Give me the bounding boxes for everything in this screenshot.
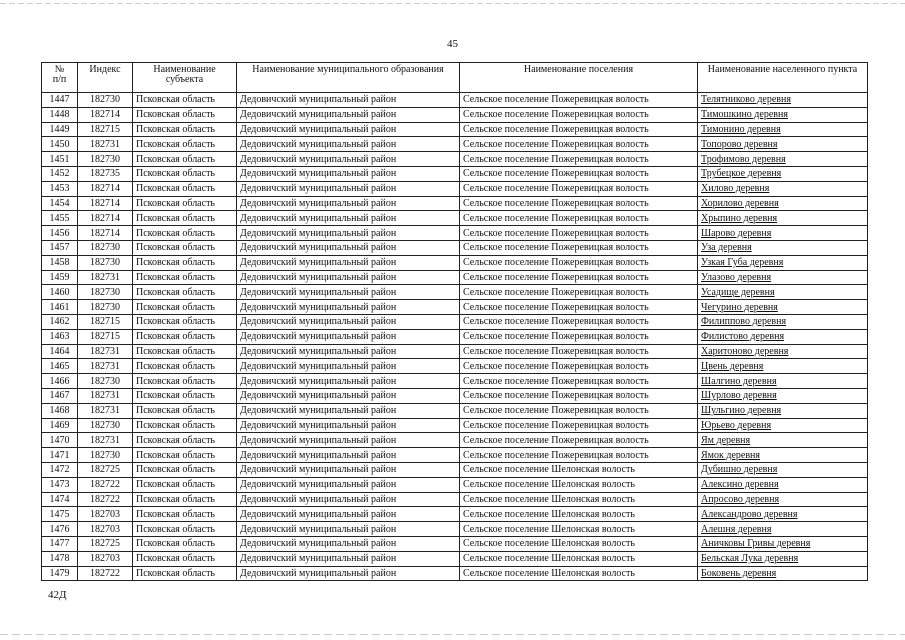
cell-index: 182703 (78, 551, 133, 566)
cell-num: 1468 (42, 403, 78, 418)
table-row (42, 359, 868, 374)
cell-index: 182703 (78, 522, 133, 537)
cell-municipality: Дедовичский муниципальный район (237, 93, 460, 108)
cell-num: 1464 (42, 344, 78, 359)
cell-subject: Псковская область (133, 137, 237, 152)
cell-index: 182725 (78, 462, 133, 477)
cell-locality: Хорилово деревня (698, 196, 868, 211)
table-row (42, 152, 868, 167)
cell-subject: Псковская область (133, 255, 237, 270)
table-row (42, 344, 868, 359)
cell-municipality: Дедовичский муниципальный район (237, 462, 460, 477)
cell-locality: Филистово деревня (698, 329, 868, 344)
cell-index: 182714 (78, 226, 133, 241)
cell-subject: Псковская область (133, 240, 237, 255)
cell-subject: Псковская область (133, 388, 237, 403)
cell-locality: Ямок деревня (698, 448, 868, 463)
cell-subject: Псковская область (133, 507, 237, 522)
cell-locality: Шульгино деревня (698, 403, 868, 418)
cell-locality: Филиппово деревня (698, 314, 868, 329)
table-row (42, 255, 868, 270)
cell-index: 182731 (78, 403, 133, 418)
cell-locality: Аничковы Гривы деревня (698, 536, 868, 551)
cell-locality: Топорово деревня (698, 137, 868, 152)
cell-municipality: Дедовичский муниципальный район (237, 255, 460, 270)
cell-municipality: Дедовичский муниципальный район (237, 374, 460, 389)
cell-municipality: Дедовичский муниципальный район (237, 152, 460, 167)
cell-municipality: Дедовичский муниципальный район (237, 344, 460, 359)
cell-subject: Псковская область (133, 107, 237, 122)
cell-locality: Хрыпино деревня (698, 211, 868, 226)
cell-locality: Телятниково деревня (698, 93, 868, 108)
cell-settlement: Сельское поселение Шелонская волость (460, 522, 698, 537)
cell-subject: Псковская область (133, 477, 237, 492)
table-row (42, 122, 868, 137)
cell-index: 182731 (78, 137, 133, 152)
cell-num: 1457 (42, 240, 78, 255)
cell-num: 1452 (42, 166, 78, 181)
cell-settlement: Сельское поселение Шелонская волость (460, 536, 698, 551)
table-row (42, 566, 868, 581)
cell-settlement: Сельское поселение Пожеревицкая волость (460, 448, 698, 463)
cell-index: 182714 (78, 107, 133, 122)
cell-settlement: Сельское поселение Пожеревицкая волость (460, 211, 698, 226)
cell-index: 182735 (78, 166, 133, 181)
cell-num: 1455 (42, 211, 78, 226)
cell-settlement: Сельское поселение Пожеревицкая волость (460, 226, 698, 241)
cell-subject: Псковская область (133, 329, 237, 344)
cell-num: 1462 (42, 314, 78, 329)
cell-locality: Боковень деревня (698, 566, 868, 581)
cell-index: 182730 (78, 285, 133, 300)
cell-settlement: Сельское поселение Пожеревицкая волость (460, 403, 698, 418)
cell-num: 1467 (42, 388, 78, 403)
cell-settlement: Сельское поселение Пожеревицкая волость (460, 270, 698, 285)
cell-subject: Псковская область (133, 344, 237, 359)
table-row (42, 107, 868, 122)
header-settlement: Наименование поселения (460, 63, 698, 93)
cell-subject: Псковская область (133, 93, 237, 108)
cell-index: 182730 (78, 240, 133, 255)
cell-municipality: Дедовичский муниципальный район (237, 418, 460, 433)
cell-num: 1476 (42, 522, 78, 537)
cell-num: 1471 (42, 448, 78, 463)
cell-locality: Александрово деревня (698, 507, 868, 522)
cell-num: 1458 (42, 255, 78, 270)
cell-num: 1454 (42, 196, 78, 211)
cell-num: 1450 (42, 137, 78, 152)
table-row (42, 374, 868, 389)
cell-locality: Хилово деревня (698, 181, 868, 196)
cell-subject: Псковская область (133, 300, 237, 315)
table-row (42, 477, 868, 492)
cell-subject: Псковская область (133, 359, 237, 374)
cell-num: 1459 (42, 270, 78, 285)
cell-municipality: Дедовичский муниципальный район (237, 240, 460, 255)
cell-num: 1463 (42, 329, 78, 344)
cell-subject: Псковская область (133, 536, 237, 551)
cell-index: 182730 (78, 255, 133, 270)
cell-municipality: Дедовичский муниципальный район (237, 226, 460, 241)
cell-settlement: Сельское поселение Пожеревицкая волость (460, 433, 698, 448)
cell-municipality: Дедовичский муниципальный район (237, 448, 460, 463)
cell-num: 1479 (42, 566, 78, 581)
table-row (42, 418, 868, 433)
cell-municipality: Дедовичский муниципальный район (237, 551, 460, 566)
cell-index: 182722 (78, 566, 133, 581)
header-subject (133, 63, 237, 93)
cell-locality: Шалгино деревня (698, 374, 868, 389)
cell-index: 182730 (78, 93, 133, 108)
cell-municipality: Дедовичский муниципальный район (237, 433, 460, 448)
cell-locality: Тимонино деревня (698, 122, 868, 137)
cell-index: 182731 (78, 344, 133, 359)
cell-locality: Юрьево деревня (698, 418, 868, 433)
cell-settlement: Сельское поселение Шелонская волость (460, 507, 698, 522)
table-row (42, 388, 868, 403)
header-subject-line2: субъекта (165, 74, 204, 85)
cell-settlement: Сельское поселение Пожеревицкая волость (460, 300, 698, 315)
cell-municipality: Дедовичский муниципальный район (237, 477, 460, 492)
cell-subject: Псковская область (133, 433, 237, 448)
cell-settlement: Сельское поселение Пожеревицкая волость (460, 166, 698, 181)
cell-subject: Псковская область (133, 166, 237, 181)
cell-index: 182730 (78, 374, 133, 389)
cell-municipality: Дедовичский муниципальный район (237, 314, 460, 329)
cell-subject: Псковская область (133, 152, 237, 167)
cell-num: 1475 (42, 507, 78, 522)
cell-locality: Шурлово деревня (698, 388, 868, 403)
cell-settlement: Сельское поселение Пожеревицкая волость (460, 93, 698, 108)
table-row (42, 166, 868, 181)
cell-settlement: Сельское поселение Пожеревицкая волость (460, 344, 698, 359)
settlements-table (41, 62, 868, 581)
cell-settlement: Сельское поселение Пожеревицкая волость (460, 285, 698, 300)
cell-index: 182715 (78, 329, 133, 344)
cell-settlement: Сельское поселение Шелонская волость (460, 566, 698, 581)
cell-subject: Псковская область (133, 196, 237, 211)
cell-locality: Дубишно деревня (698, 462, 868, 477)
header-num (42, 63, 78, 93)
cell-num: 1448 (42, 107, 78, 122)
cell-index: 182722 (78, 492, 133, 507)
cell-locality: Харитоново деревня (698, 344, 868, 359)
cell-index: 182715 (78, 122, 133, 137)
table-row (42, 181, 868, 196)
cell-municipality: Дедовичский муниципальный район (237, 285, 460, 300)
cell-settlement: Сельское поселение Шелонская волость (460, 462, 698, 477)
header-municipality: Наименование муниципального образования (237, 63, 460, 93)
table-row (42, 285, 868, 300)
cell-num: 1474 (42, 492, 78, 507)
header-subject-line1: Наименование (153, 64, 216, 75)
cell-municipality: Дедовичский муниципальный район (237, 211, 460, 226)
cell-subject: Псковская область (133, 122, 237, 137)
cell-municipality: Дедовичский муниципальный район (237, 403, 460, 418)
cell-num: 1466 (42, 374, 78, 389)
cell-subject: Псковская область (133, 522, 237, 537)
cell-municipality: Дедовичский муниципальный район (237, 181, 460, 196)
cell-municipality: Дедовичский муниципальный район (237, 270, 460, 285)
cell-index: 182731 (78, 433, 133, 448)
cell-municipality: Дедовичский муниципальный район (237, 566, 460, 581)
table-row (42, 314, 868, 329)
cell-subject: Псковская область (133, 492, 237, 507)
cell-num: 1470 (42, 433, 78, 448)
cell-municipality: Дедовичский муниципальный район (237, 507, 460, 522)
table-row (42, 536, 868, 551)
cell-subject: Псковская область (133, 566, 237, 581)
cell-subject: Псковская область (133, 374, 237, 389)
table-row (42, 403, 868, 418)
cell-settlement: Сельское поселение Пожеревицкая волость (460, 418, 698, 433)
table-row (42, 462, 868, 477)
cell-settlement: Сельское поселение Пожеревицкая волость (460, 329, 698, 344)
cell-settlement: Сельское поселение Пожеревицкая волость (460, 122, 698, 137)
table-row (42, 196, 868, 211)
cell-settlement: Сельское поселение Пожеревицкая волость (460, 196, 698, 211)
cell-settlement: Сельское поселение Пожеревицкая волость (460, 137, 698, 152)
cell-settlement: Сельское поселение Пожеревицкая волость (460, 107, 698, 122)
scan-bottom-edge (0, 634, 905, 635)
cell-subject: Псковская область (133, 403, 237, 418)
table-row (42, 433, 868, 448)
cell-num: 1469 (42, 418, 78, 433)
cell-num: 1461 (42, 300, 78, 315)
cell-index: 182730 (78, 448, 133, 463)
cell-municipality: Дедовичский муниципальный район (237, 388, 460, 403)
table-row (42, 551, 868, 566)
cell-subject: Псковская область (133, 418, 237, 433)
cell-index: 182730 (78, 300, 133, 315)
table-row (42, 270, 868, 285)
cell-settlement: Сельское поселение Пожеревицкая волость (460, 152, 698, 167)
table-row (42, 226, 868, 241)
cell-municipality: Дедовичский муниципальный район (237, 492, 460, 507)
cell-index: 182730 (78, 152, 133, 167)
cell-municipality: Дедовичский муниципальный район (237, 137, 460, 152)
table-row (42, 507, 868, 522)
cell-locality: Бельская Лука деревня (698, 551, 868, 566)
cell-num: 1472 (42, 462, 78, 477)
table-row (42, 137, 868, 152)
cell-settlement: Сельское поселение Шелонская волость (460, 551, 698, 566)
cell-num: 1473 (42, 477, 78, 492)
cell-index: 182731 (78, 270, 133, 285)
cell-index: 182731 (78, 359, 133, 374)
header-num-line1: № (54, 64, 65, 75)
cell-locality: Узкая Губа деревня (698, 255, 868, 270)
cell-num: 1477 (42, 536, 78, 551)
scan-top-edge (0, 3, 905, 4)
cell-settlement: Сельское поселение Пожеревицкая волость (460, 181, 698, 196)
cell-municipality: Дедовичский муниципальный район (237, 107, 460, 122)
cell-index: 182703 (78, 507, 133, 522)
header-locality: Наименование населенного пункта (698, 63, 868, 93)
cell-subject: Псковская область (133, 181, 237, 196)
cell-locality: Уза деревня (698, 240, 868, 255)
cell-locality: Ям деревня (698, 433, 868, 448)
table-row (42, 448, 868, 463)
cell-index: 182714 (78, 196, 133, 211)
table-row (42, 240, 868, 255)
cell-num: 1451 (42, 152, 78, 167)
cell-num: 1465 (42, 359, 78, 374)
table-header (42, 63, 868, 93)
cell-settlement: Сельское поселение Шелонская волость (460, 477, 698, 492)
cell-num: 1449 (42, 122, 78, 137)
cell-locality: Шарово деревня (698, 226, 868, 241)
cell-settlement: Сельское поселение Пожеревицкая волость (460, 240, 698, 255)
header-index: Индекс (78, 63, 133, 93)
cell-municipality: Дедовичский муниципальный район (237, 536, 460, 551)
cell-index: 182731 (78, 388, 133, 403)
cell-num: 1456 (42, 226, 78, 241)
cell-locality: Алешня деревня (698, 522, 868, 537)
footer-code: 42Д (48, 589, 67, 601)
cell-locality: Трубецкое деревня (698, 166, 868, 181)
cell-locality: Цвень деревня (698, 359, 868, 374)
cell-num: 1460 (42, 285, 78, 300)
cell-index: 182730 (78, 418, 133, 433)
cell-subject: Псковская область (133, 448, 237, 463)
cell-municipality: Дедовичский муниципальный район (237, 300, 460, 315)
cell-settlement: Сельское поселение Пожеревицкая волость (460, 314, 698, 329)
cell-locality: Чегурино деревня (698, 300, 868, 315)
table-row (42, 522, 868, 537)
cell-settlement: Сельское поселение Пожеревицкая волость (460, 374, 698, 389)
cell-subject: Псковская область (133, 314, 237, 329)
cell-num: 1478 (42, 551, 78, 566)
cell-settlement: Сельское поселение Пожеревицкая волость (460, 359, 698, 374)
cell-subject: Псковская область (133, 211, 237, 226)
table-row (42, 93, 868, 108)
cell-locality: Трофимово деревня (698, 152, 868, 167)
page-number: 45 (447, 38, 458, 50)
cell-subject: Псковская область (133, 551, 237, 566)
cell-index: 182722 (78, 477, 133, 492)
cell-locality: Улазово деревня (698, 270, 868, 285)
cell-index: 182714 (78, 211, 133, 226)
cell-num: 1447 (42, 93, 78, 108)
cell-subject: Псковская область (133, 285, 237, 300)
cell-municipality: Дедовичский муниципальный район (237, 329, 460, 344)
cell-municipality: Дедовичский муниципальный район (237, 522, 460, 537)
cell-subject: Псковская область (133, 462, 237, 477)
cell-locality: Тимошкино деревня (698, 107, 868, 122)
table-row (42, 211, 868, 226)
table-body (42, 93, 868, 581)
cell-locality: Апросово деревня (698, 492, 868, 507)
cell-locality: Усадище деревня (698, 285, 868, 300)
table-row (42, 492, 868, 507)
cell-index: 182715 (78, 314, 133, 329)
cell-locality: Алексино деревня (698, 477, 868, 492)
cell-settlement: Сельское поселение Пожеревицкая волость (460, 255, 698, 270)
cell-municipality: Дедовичский муниципальный район (237, 166, 460, 181)
table-row (42, 329, 868, 344)
header-num-line2: п/п (52, 74, 67, 85)
cell-municipality: Дедовичский муниципальный район (237, 359, 460, 374)
cell-settlement: Сельское поселение Шелонская волость (460, 492, 698, 507)
cell-settlement: Сельское поселение Пожеревицкая волость (460, 388, 698, 403)
cell-num: 1453 (42, 181, 78, 196)
cell-subject: Псковская область (133, 270, 237, 285)
cell-municipality: Дедовичский муниципальный район (237, 196, 460, 211)
cell-index: 182725 (78, 536, 133, 551)
table-row (42, 300, 868, 315)
cell-subject: Псковская область (133, 226, 237, 241)
cell-municipality: Дедовичский муниципальный район (237, 122, 460, 137)
cell-index: 182714 (78, 181, 133, 196)
